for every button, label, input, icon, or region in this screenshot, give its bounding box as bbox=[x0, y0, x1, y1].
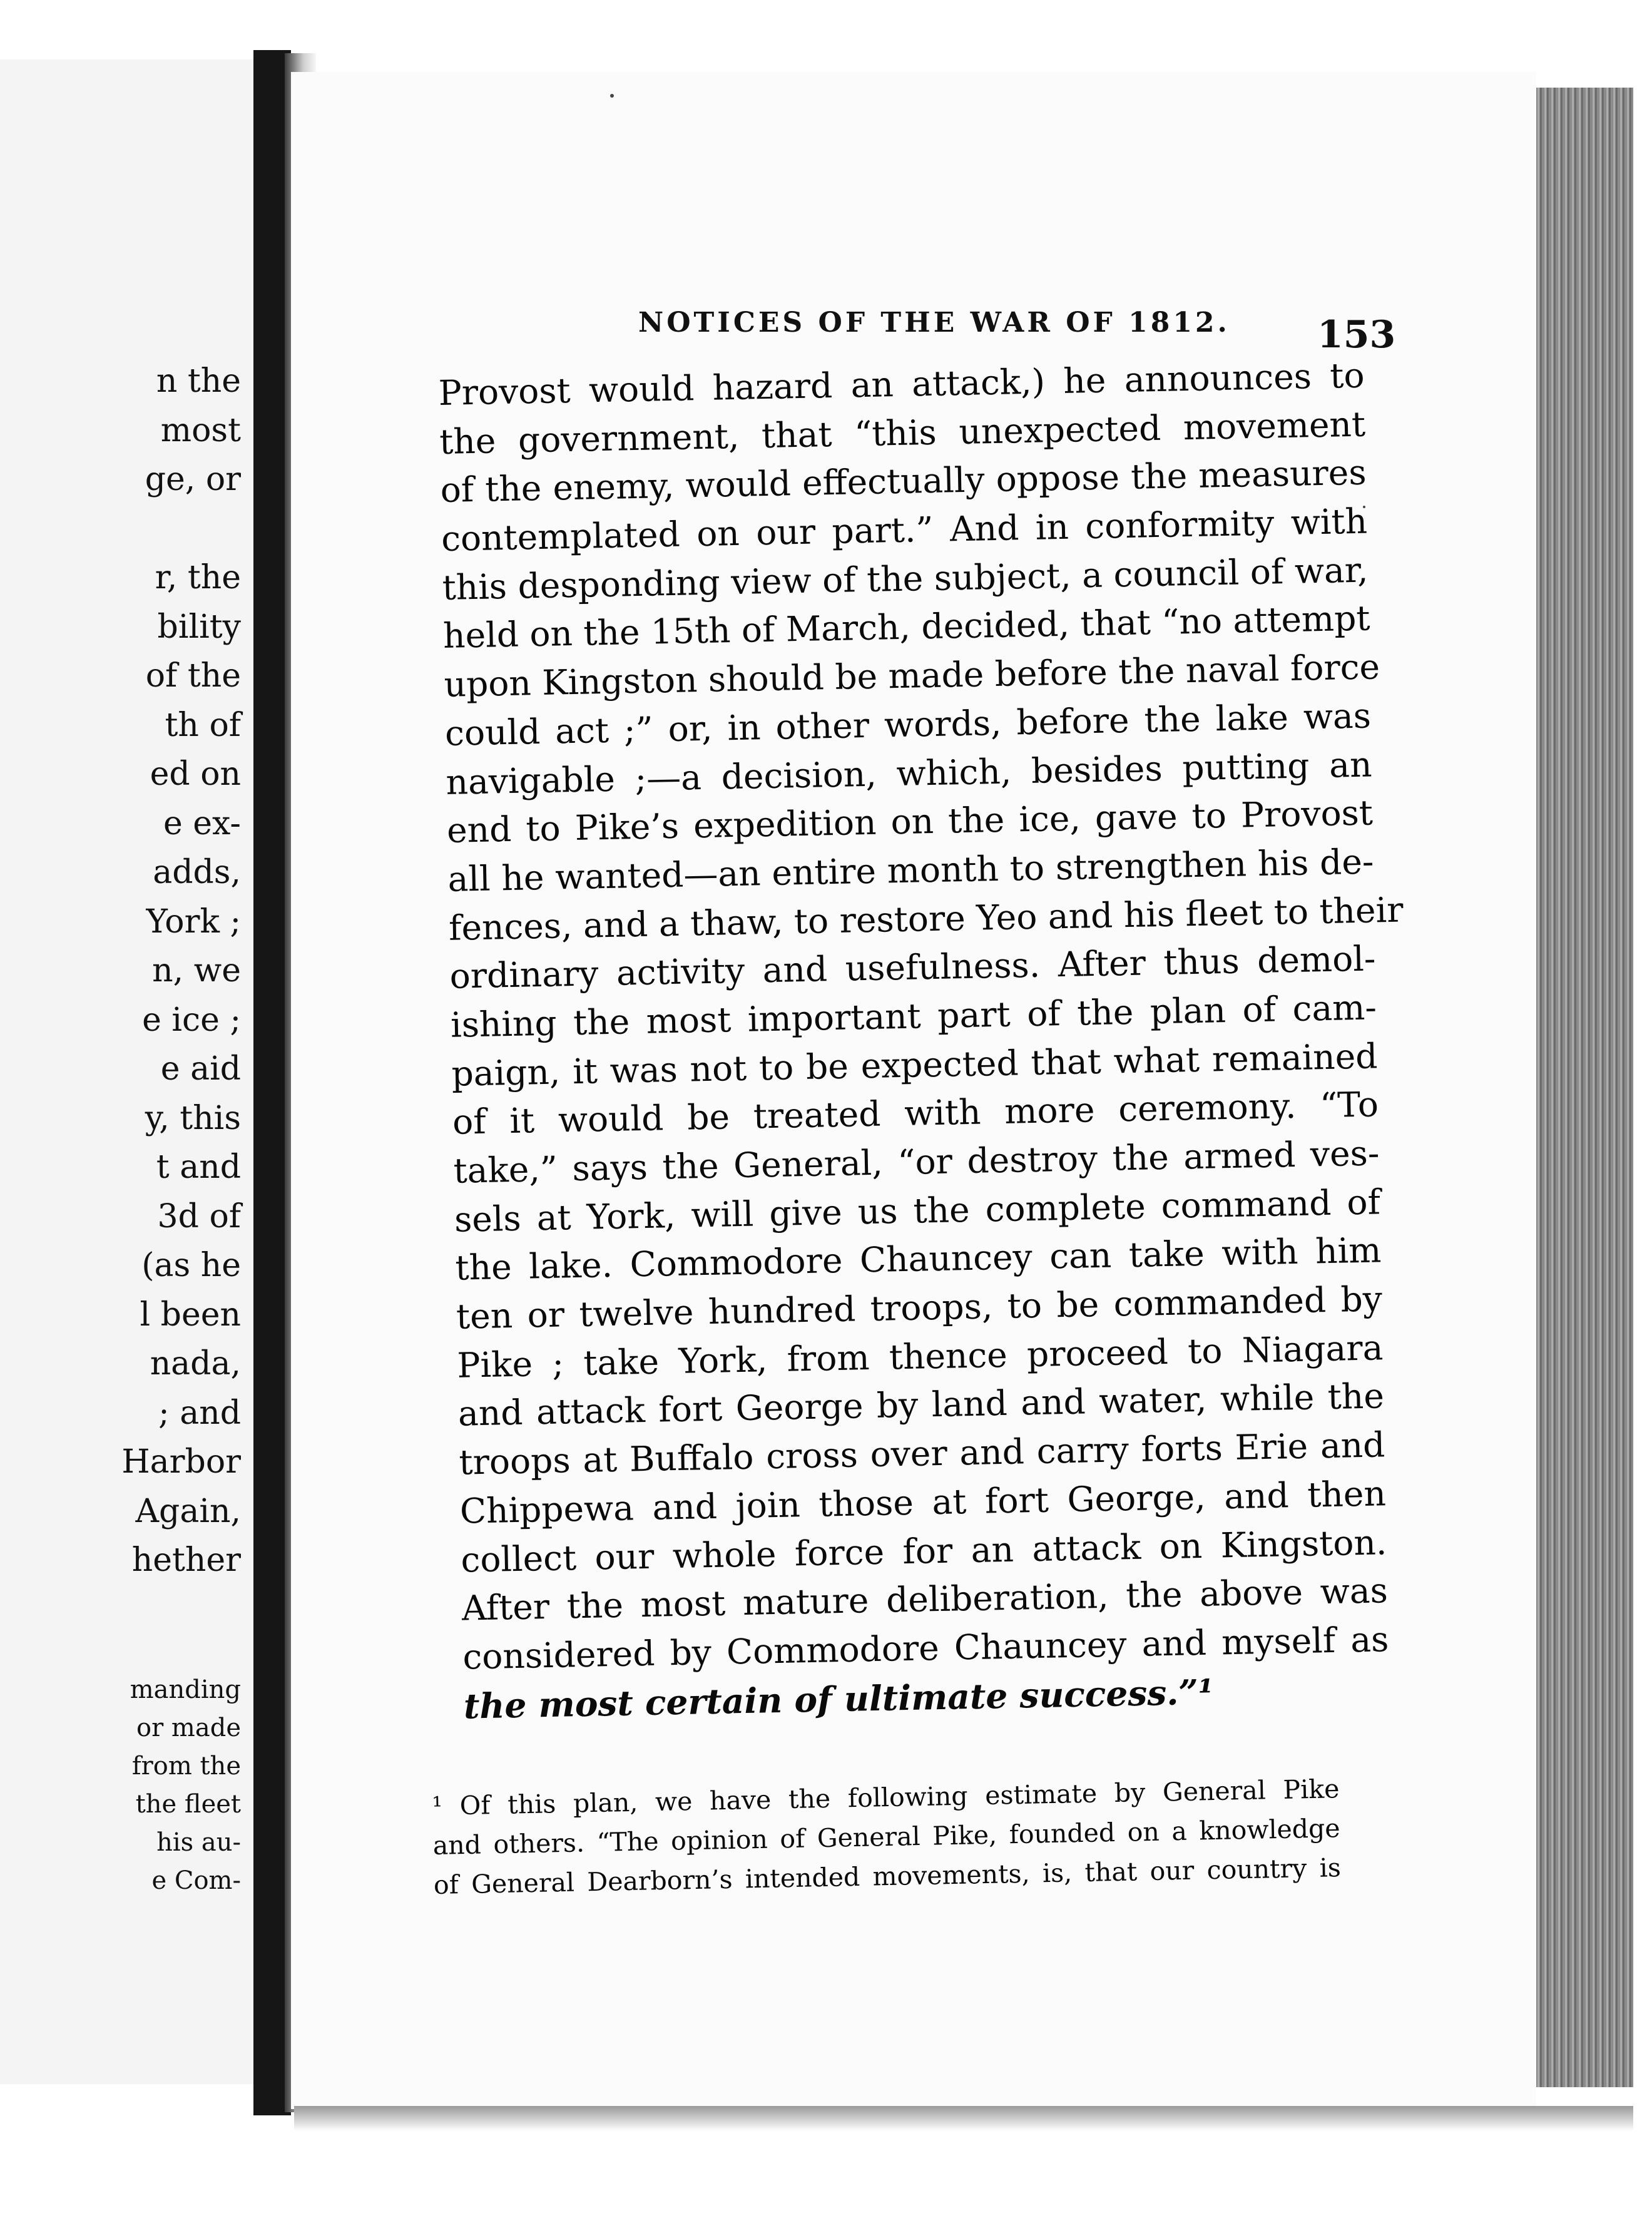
left-text-line: n the bbox=[156, 362, 241, 400]
left-text-line bbox=[121, 504, 241, 554]
left-text-line: York ; bbox=[146, 902, 241, 941]
text-line: Chippewa and join those at fort George, and then bbox=[459, 1473, 1387, 1531]
left-text-line: e ice ; bbox=[142, 1001, 241, 1039]
page-bottom-shadow bbox=[294, 2106, 1633, 2131]
text-line: could act ;” or, in other words, before the lake was bbox=[444, 695, 1372, 754]
left-text-line: 3d of bbox=[157, 1197, 241, 1235]
left-text-line: e aid bbox=[160, 1050, 241, 1088]
text-line: considered by Commodore Chauncey and myself as bbox=[462, 1619, 1389, 1677]
text-line: of the enemy, would effectually oppose the measures bbox=[440, 452, 1367, 511]
footnotes bbox=[432, 1769, 1341, 1905]
text-line: take,” says the General, “or destroy the armed ves- bbox=[452, 1133, 1380, 1191]
left-footnote-line: e Com- bbox=[151, 1866, 241, 1895]
left-text-line: bility bbox=[157, 608, 241, 646]
text-line: ishing the most important part of the plan of cam- bbox=[450, 987, 1377, 1045]
left-text-line: adds, bbox=[153, 854, 241, 891]
left-footnote-line: his au- bbox=[156, 1828, 241, 1857]
text-line: the government, that “this unexpected movement bbox=[439, 404, 1366, 462]
left-text-line: Harbor bbox=[121, 1443, 241, 1481]
left-footnote-line: or made bbox=[136, 1714, 241, 1742]
left-text-line: n, we bbox=[152, 952, 241, 989]
text-line: After the most mature deliberation, the above was bbox=[461, 1570, 1389, 1628]
left-text-line: th of bbox=[165, 706, 241, 744]
text-line: end to Pike’s expedition on the ice, gave to Provost bbox=[446, 792, 1374, 851]
text-line: all he wanted—an entire month to strengthen his de- bbox=[447, 841, 1374, 899]
text-line: and attack fort George by land and water, while the bbox=[457, 1376, 1385, 1434]
left-text-line: t and bbox=[156, 1148, 241, 1186]
left-text-line: y, this bbox=[145, 1099, 241, 1137]
text-line: sels at York, will give us the complete command of bbox=[454, 1182, 1381, 1240]
text-line: of it would be treated with more ceremony. “To bbox=[452, 1084, 1379, 1143]
left-page bbox=[0, 59, 255, 2084]
left-footnote-line: from the bbox=[131, 1752, 241, 1781]
left-text-line: r, the bbox=[155, 559, 241, 596]
text-line: ordinary activity and usefulness. After thus demol- bbox=[449, 938, 1376, 997]
left-text-line: of the bbox=[145, 657, 241, 695]
left-page-text bbox=[121, 357, 241, 1585]
page-edges bbox=[1536, 88, 1633, 2087]
left-text-line: (as he bbox=[141, 1247, 241, 1284]
page-number: 153 bbox=[1317, 313, 1396, 357]
text-line: this desponding view of the subject, a council of war, bbox=[442, 549, 1369, 608]
text-line: navigable ;—a decision, which, besides putting an bbox=[446, 744, 1373, 802]
text-line: Provost would hazard an attack,) he announces to bbox=[438, 355, 1365, 413]
left-footnote-line: manding bbox=[130, 1675, 241, 1704]
text-line: upon Kingston should be made before the naval force bbox=[444, 646, 1380, 705]
left-text-line: hether bbox=[131, 1541, 241, 1579]
text-line: collect our whole force for an attack on Kingston. bbox=[460, 1521, 1387, 1580]
text-line: paign, it was not to be expected that what remained bbox=[451, 1036, 1378, 1094]
left-text-line: e ex- bbox=[163, 804, 241, 842]
left-text-line: l been bbox=[140, 1295, 241, 1334]
text-line: ten or twelve hundred troops, to be commanded by bbox=[456, 1279, 1383, 1337]
running-head: NOTICES OF THE WAR OF 1812. bbox=[638, 307, 1230, 339]
text-line: contemplated on our part.” And in conformity with bbox=[441, 501, 1368, 560]
body-text bbox=[438, 352, 1404, 1730]
footnote-line: ¹ Of this plan, we have the following estimate by General Pike bbox=[432, 1774, 1340, 1821]
text-line: the lake. Commodore Chauncey can take with him bbox=[454, 1230, 1382, 1289]
text-line: fences, and a thaw, to restore Yeo and his fleet to their bbox=[448, 889, 1404, 948]
text-line: Pike ; take York, from thence proceed to Niagara bbox=[456, 1327, 1384, 1386]
left-footnote-line: the fleet bbox=[135, 1790, 241, 1819]
text-line: held on the 15th of March, decided, that “no attempt bbox=[442, 598, 1371, 657]
footnote-line: and others. “The opinion of General Pike, founded on a knowledge bbox=[432, 1813, 1340, 1861]
left-text-line: most bbox=[160, 411, 241, 449]
text-line: troops at Buffalo cross over and carry forts Erie and bbox=[458, 1424, 1385, 1483]
left-page-footnotes bbox=[130, 1671, 241, 1900]
footnote-line: of General Dearborn’s intended movements, is, that our country is bbox=[433, 1852, 1342, 1900]
left-text-line: Again, bbox=[135, 1492, 241, 1530]
left-text-line: ge, or bbox=[145, 461, 241, 498]
left-text-line: nada, bbox=[150, 1345, 241, 1382]
left-text-line: ed on bbox=[150, 755, 241, 793]
text-line-italic: the most certain of ultimate success.”¹ bbox=[463, 1671, 1214, 1727]
left-text-line: ; and bbox=[158, 1394, 241, 1432]
paper-speck bbox=[610, 94, 614, 98]
